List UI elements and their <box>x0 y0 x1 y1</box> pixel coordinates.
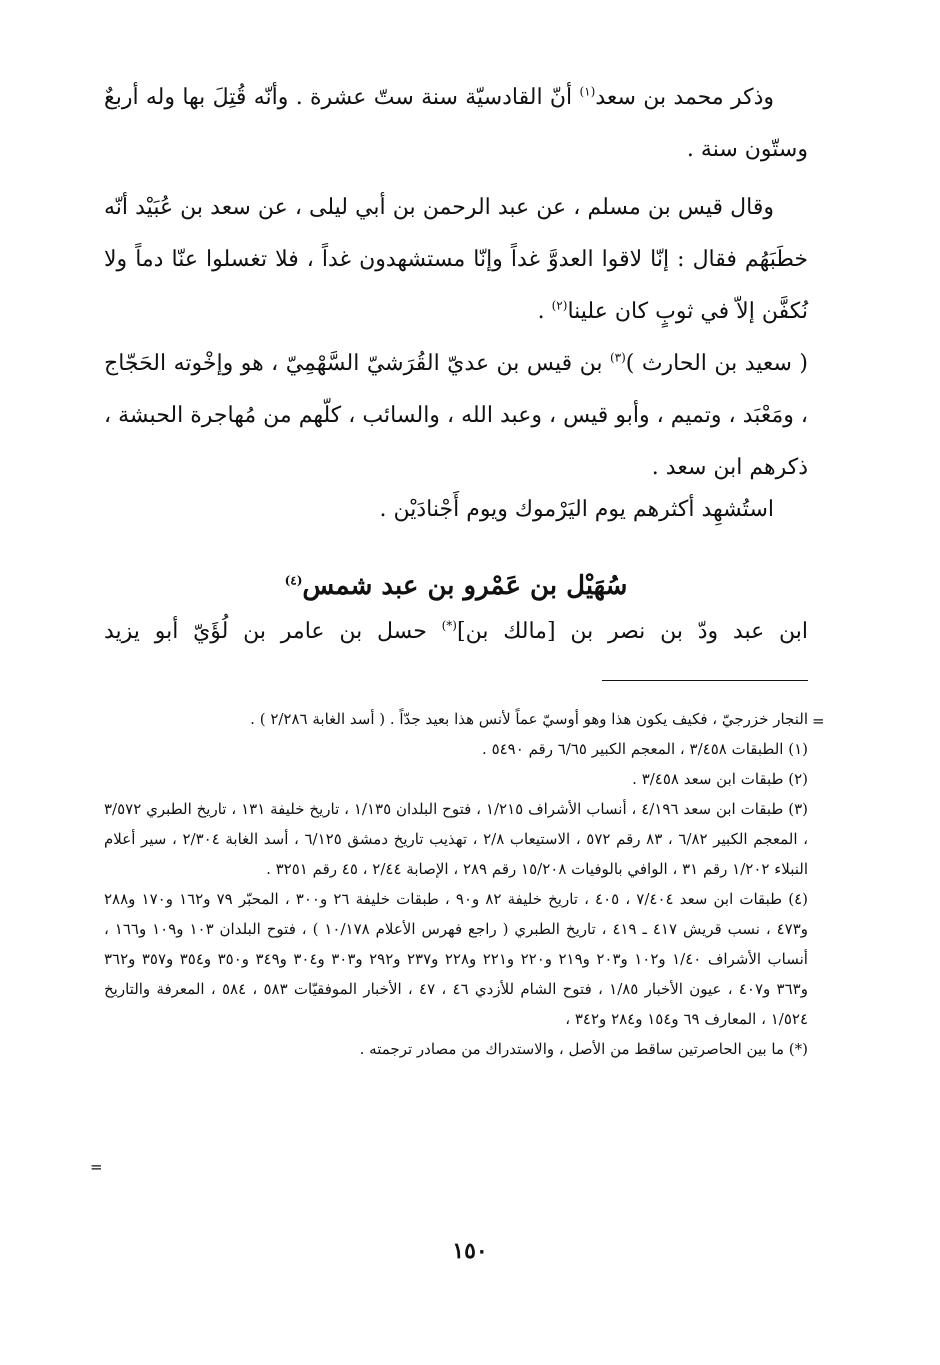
paragraph-text <box>104 338 808 494</box>
paragraph-text <box>104 182 808 338</box>
paragraph-start: وذكر محمد بن سعد <box>595 85 775 110</box>
continuation-mark: = <box>812 712 825 730</box>
paragraph-start: وقال قيس بن مسلم ، عن عبد الرحمن بن أبي ليلى ، عن سعد بن عُبَيْد أنّه خطَبَهُم فقال : إنّا لاقوا العدوَّ غداً وإنّا مستشهدون غداً ، فلا تغسلوا عنّا دماً ولا نُكفَّن إلاّ في ثوبٍ كان علينا <box>104 195 808 324</box>
footnote-ref-3: (٣) <box>609 350 626 365</box>
footnote-star: (*) ما بين الحاصرتين ساقط من الأصل ، والاستدراك من مصادر ترجمته . <box>359 1040 808 1058</box>
continuation-mark-bottom: = <box>90 1158 103 1176</box>
paragraph-text: استُشهِد أكثرهم يوم اليَرْموك ويوم أَجْنادَيْن . <box>379 497 774 522</box>
paragraph-ibn-saad <box>104 72 808 176</box>
paragraph-qays <box>104 182 808 338</box>
footnotes <box>104 704 808 1064</box>
footnote-ref-4: (٤) <box>284 573 303 588</box>
footnote-ref-1: (١) <box>579 84 596 99</box>
footnote-continuation: النجار خزرجيّ ، فكيف يكون هذا وهو أوسيّ عماً لأنس هذا بعيد جدّاً . ( أسد الغابة ٢/٢٨٦ ) . <box>250 710 808 728</box>
entry-name: ( سعيد بن الحارث ) <box>625 351 809 376</box>
paragraph-end: . <box>537 299 552 324</box>
footnote-ref-star: (*) <box>441 618 457 633</box>
paragraph-text <box>104 72 808 176</box>
paragraph-rest: أنّ القادسيّة سنة ستّ عشرة . وأنّه قُتِلَ بها وله أربعٌ وستّون سنة . <box>104 85 808 162</box>
lineage-rest: حسل بن عامر بن لُؤَيّ أبو يزيد <box>104 619 442 644</box>
footnote-4: (٤) طبقات ابن سعد ٧/٤٠٤ ، ٤٠٥ ، تاريخ خليفة ٨٢ و٩٠ ، طبقات خليفة ٢٦ و٣٠٠ ، المحبّر ٧٩ و١٦٢ و١٧٠ و٢٨٨ و٤٧٣ ، نسب قريش ٤١٧ ـ ٤١٩ ، تاريخ الطبري ( راجع فهرس الأعلام ١٠/١٧٨ ) ، فتوح البلدان ١٠٣ و١٠٩ و١٦٦ ، أنساب الأشراف ١/٤٠ و١٠٢ و٢٠٣ و٢١٩ و٢٢٠ و٢٢١ و٢٢٨ و٢٣٧ و٢٩٢ و٣٠٣ و٣٠٤ و٣٤٩ و٣٥٠ و٣٥٤ و٣٥٧ و٣٦٢ و٣٦٣ و٤٠٧ ، عيون الأخبار ١/٨٥ ، فتوح الشام للأزدي ٤٦ ، ٤٧ ، الأخبار الموفقيّات ٥٨٣ ، ٥٨٤ ، المعرفة والتاريخ ١/٥٢٤ ، المعارف ٦٩ و١٥٤ و٢٨٤ و٣٤٢ ، <box>104 890 809 1028</box>
lineage-start: ابن عبد ودّ بن نصر بن [مالك بن] <box>457 619 808 644</box>
paragraph-yarmouk <box>104 484 808 536</box>
footnote-2: (٢) طبقات ابن سعد ٣/٤٥٨ . <box>632 770 808 788</box>
footnote-divider <box>602 680 808 681</box>
footnote-3: (٣) طبقات ابن سعد ٤/١٩٦ ، أنساب الأشراف ١/٢١٥ ، فتوح البلدان ١/١٣٥ ، تاريخ خليفة ١٣١ ، تاريخ الطبري ٣/٥٧٢ ، المعجم الكبير ٦/٨٢ ، ٨٣ رقم ٥٧٢ ، الاستيعاب ٢/٨ ، تهذيب تاريخ دمشق ٦/١٢٥ ، أسد الغابة ٢/٣٠٤ ، سير أعلام النبلاء ١/٢٠٢ رقم ٣١ ، الوافي بالوفيات ١٥/٢٠٨ رقم ٢٨٩ ، الإصابة ٢/٤٤ ، ٤٥ رقم ٣٢٥١ . <box>104 800 809 878</box>
entry-heading-text: سُهَيْل بن عَمْرو بن عبد شمس <box>302 571 628 601</box>
footnote-1: (١) الطبقات ٣/٤٥٨ ، المعجم الكبير ٦/٦٥ رقم ٥٤٩٠ . <box>482 740 808 758</box>
paragraph-said-bin-harith <box>104 338 808 494</box>
entry-heading <box>104 566 808 606</box>
page-number: ١٥٠ <box>452 1238 488 1264</box>
paragraph-rest: بن قيس بن عديّ القُرَشيّ السَّهْمِيّ ، هو وإخْوته الحَجّاج ، ومَعْبَد ، وتميم ، وأبو قيس ، وعبد الله ، والسائب ، كلّهم من مُهاجرة الحبشة ، ذكرهم ابن سعد . <box>104 351 808 480</box>
entry-lineage <box>104 612 808 652</box>
footnote-ref-2: (٢) <box>551 298 568 313</box>
